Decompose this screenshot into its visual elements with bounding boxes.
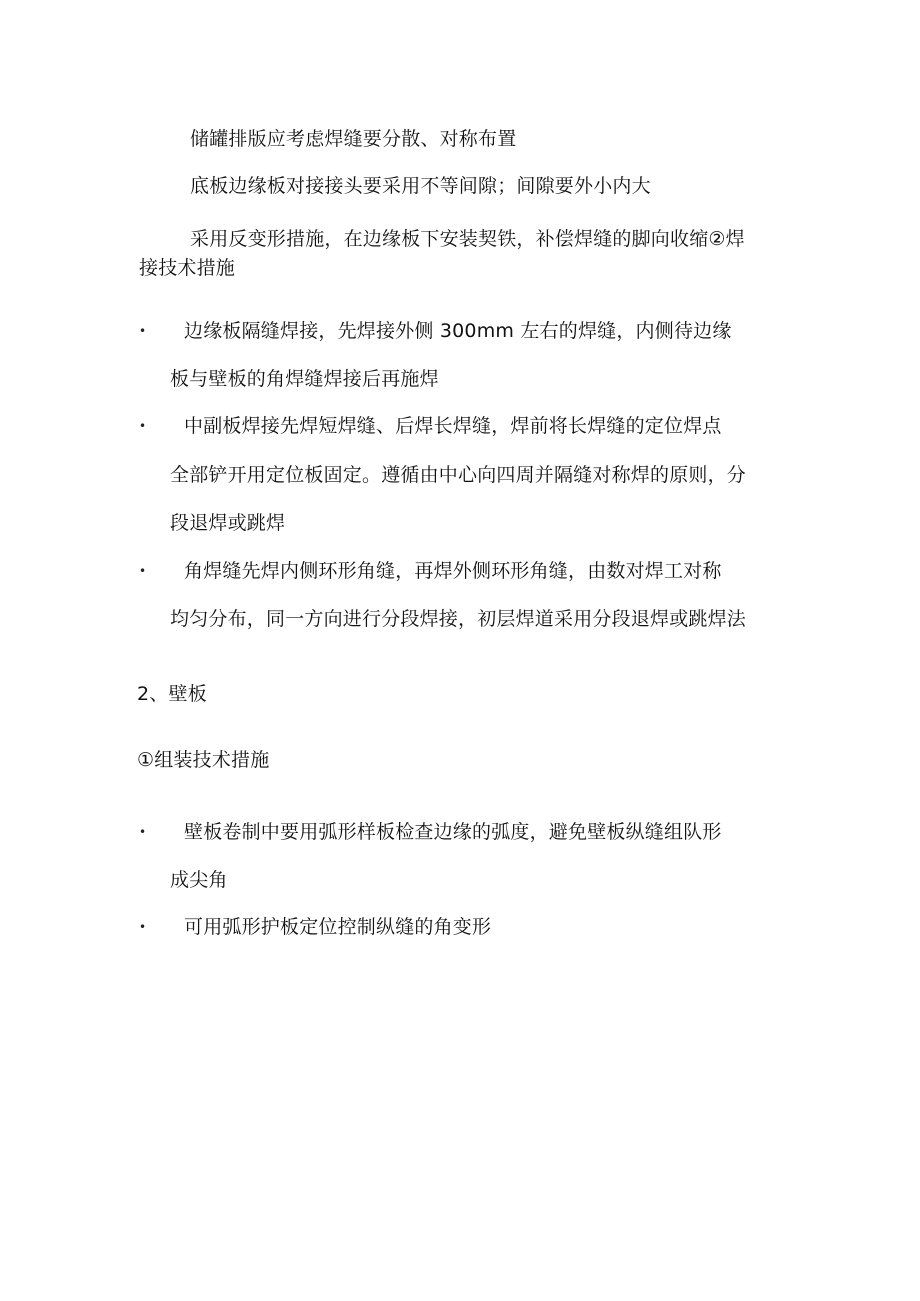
bullet-icon: • (139, 825, 147, 839)
list-item-line: 板与壁板的角焊缝焊接后再施焊 (170, 368, 439, 390)
intro-line-4: 接技术措施 (139, 257, 236, 279)
bullet-icon: • (139, 419, 147, 433)
intro-line-1: 储罐排版应考虑焊缝要分散、对称布置 (190, 128, 517, 150)
intro-line-3: 采用反变形措施，在边缘板下安装契铁，补偿焊缝的脚向收缩②焊 (190, 228, 745, 250)
list-item-line: 壁板卷制中要用弧形样板检查边缘的弧度，避免壁板纵缝组队形 (184, 821, 722, 843)
list-item-line: 可用弧形护板定位控制纵缝的角变形 (184, 916, 492, 938)
bullet-icon: • (139, 564, 147, 578)
list-item-line: 全部铲开用定位板固定。遵循由中心向四周并隔缝对称焊的原则，分 (170, 464, 747, 486)
list-item-line: 边缘板隔缝焊接，先焊接外侧 300mm 左右的焊缝，内侧待边缘 (184, 320, 732, 342)
list-item-line: 成尖角 (170, 869, 228, 891)
list-item-line: 角焊缝先焊内侧环形角缝，再焊外侧环形角缝，由数对焊工对称 (184, 560, 722, 582)
bullet-icon: • (139, 324, 147, 338)
list-item-line: 段退焊或跳焊 (170, 512, 286, 534)
intro-line-2: 底板边缘板对接接头要采用不等间隙；间隙要外小内大 (190, 175, 651, 197)
bullet-icon: • (139, 920, 147, 934)
list-item-line: 中副板焊接先焊短焊缝、后焊长焊缝，焊前将长焊缝的定位焊点 (184, 415, 722, 437)
list-item-line: 均匀分布，同一方向进行分段焊接，初层焊道采用分段退焊或跳焊法 (170, 608, 747, 630)
subsection-heading: ①组装技术措施 (137, 749, 270, 771)
section-heading: 2、壁板 (137, 683, 207, 705)
